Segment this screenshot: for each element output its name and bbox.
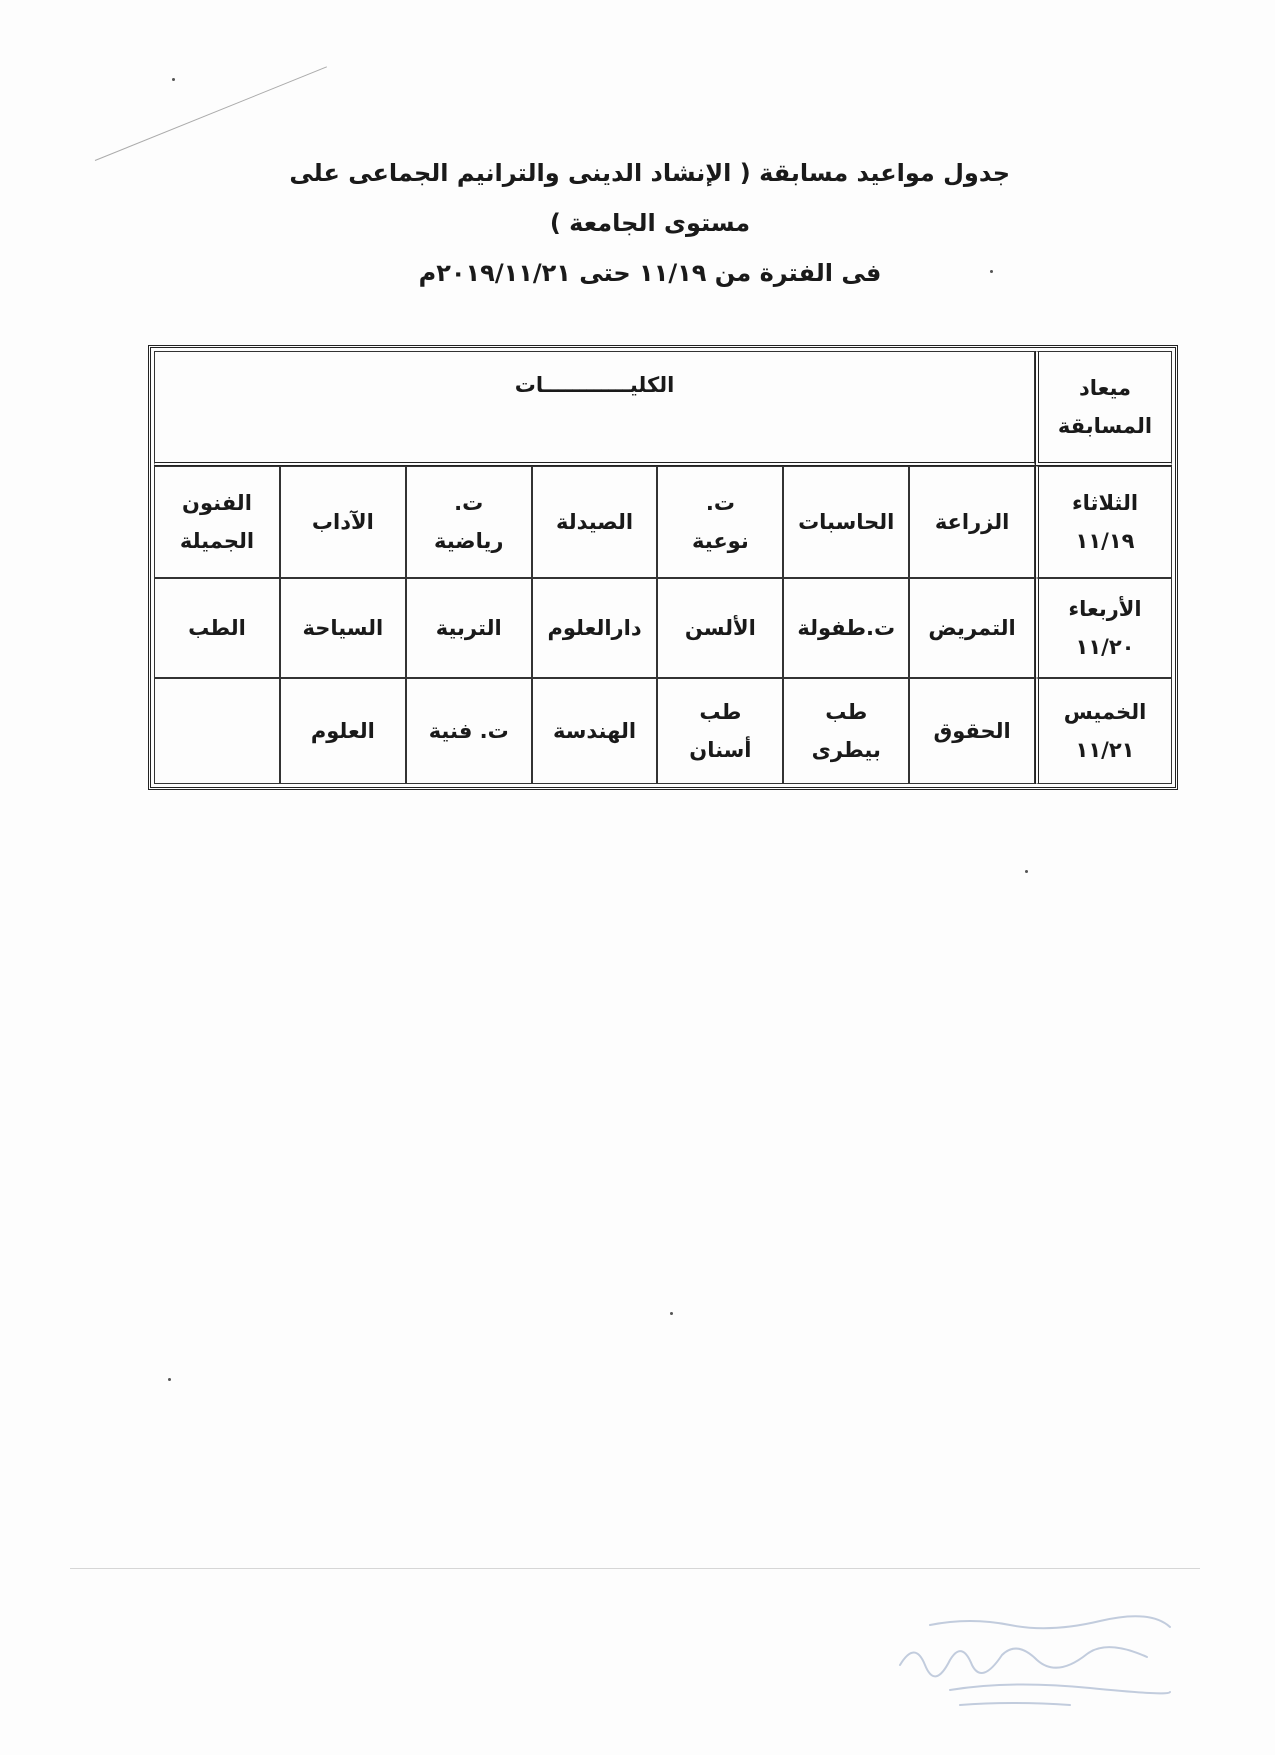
college-cell: الآداب: [280, 466, 406, 578]
college-cell: الحاسبات: [783, 466, 909, 578]
table-row: [154, 466, 1172, 578]
schedule-table: [148, 345, 1178, 790]
scan-speck: [172, 78, 175, 81]
college-cell: السياحة: [280, 578, 406, 678]
row-date: الخميس ١١/٢١: [1035, 678, 1172, 784]
college-cell: الزراعة: [909, 466, 1035, 578]
scan-speck: [670, 1312, 673, 1315]
college-cell: الفنون الجميلة: [154, 466, 280, 578]
faded-stamp-signature: [890, 1605, 1200, 1715]
college-cell: التربية: [406, 578, 532, 678]
college-cell: العلوم: [280, 678, 406, 784]
header-date: ميعاد المسابقة: [1035, 351, 1172, 466]
table-row: [154, 578, 1172, 678]
college-cell: طب أسنان: [657, 678, 783, 784]
table-row: [154, 678, 1172, 784]
college-cell: طب بيطرى: [783, 678, 909, 784]
college-cell: الألسن: [657, 578, 783, 678]
college-cell: دارالعلوم: [532, 578, 658, 678]
title-line-2: مستوى الجامعة ): [549, 209, 751, 237]
document-title: [290, 148, 1010, 298]
row-date: الثلاثاء ١١/١٩: [1035, 466, 1172, 578]
college-cell: ت.طفولة: [783, 578, 909, 678]
college-cell: ت. رياضية: [406, 466, 532, 578]
college-cell: الطب: [154, 578, 280, 678]
college-cell: الهندسة: [532, 678, 658, 784]
scan-artifact-line: [95, 66, 327, 161]
page-divider: [70, 1568, 1200, 1569]
college-cell: [154, 678, 280, 784]
college-cell: الصيدلة: [532, 466, 658, 578]
table-header-row: [154, 351, 1172, 466]
title-line-3: فى الفترة من ١١/١٩ حتى ٢٠١٩/١١/٢١م: [418, 259, 882, 287]
college-cell: ت. فنية: [406, 678, 532, 784]
scan-speck: [168, 1378, 171, 1381]
college-cell: التمريض: [909, 578, 1035, 678]
row-date: الأربعاء ١١/٢٠: [1035, 578, 1172, 678]
scan-speck: [1025, 870, 1028, 873]
title-line-1: جدول مواعيد مسابقة ( الإنشاد الدينى والترانيم الجماعى على: [289, 159, 1010, 187]
header-colleges: الكليــــــــــــات: [154, 351, 1035, 466]
college-cell: الحقوق: [909, 678, 1035, 784]
college-cell: ت. نوعية: [657, 466, 783, 578]
